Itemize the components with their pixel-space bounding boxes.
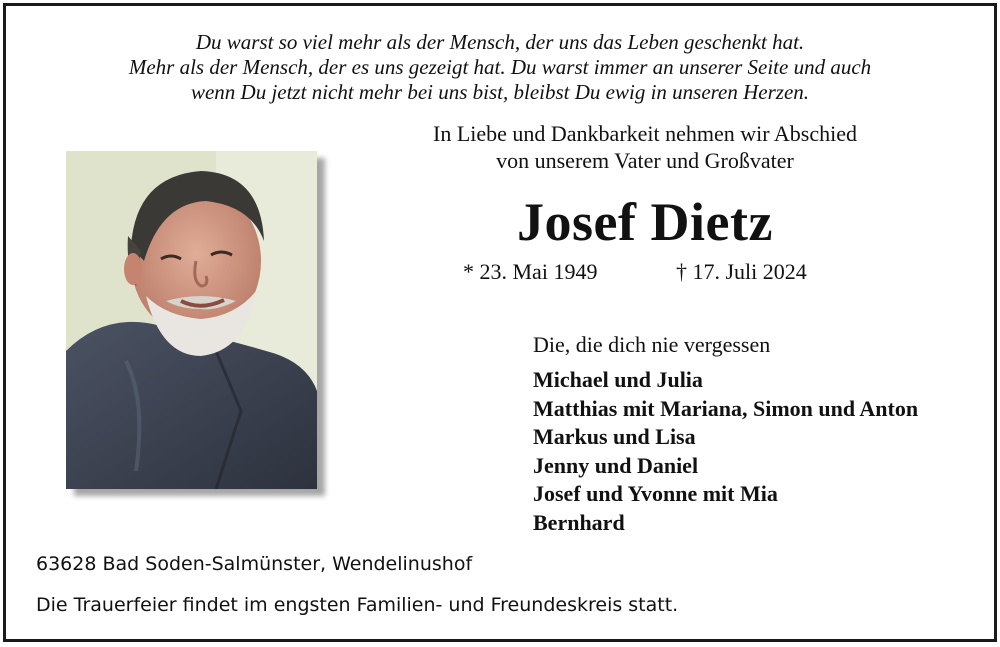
poem-line: Du warst so viel mehr als der Mensch, der uns das Leben geschenkt hat. [195,30,805,54]
mourners-label: Die, die dich nie vergessen [533,332,771,357]
mourner-name: Markus und Lisa [533,424,696,450]
intro-line: In Liebe und Dankbarkeit nehmen wir Abschied [433,121,857,146]
mourner-name: Matthias mit Mariana, Simon und Anton [533,395,919,421]
poem-line: Mehr als der Mensch, der es uns gezeigt hat. Du warst immer an unserer Seite und auch [128,55,872,79]
poem-line: wenn Du jetzt nicht mehr bei uns bist, bleibst Du ewig in unseren Herzen. [190,80,810,104]
mourner-name: Josef und Yvonne mit Mia [533,481,778,507]
intro-text [400,120,890,174]
intro-line: von unserem Vater und Großvater [496,148,794,173]
address: 63628 Bad Soden-Salmünster, Wendelinushof [36,553,473,575]
poem [0,30,1000,105]
mourner-name: Bernhard [533,509,625,535]
portrait-illustration [66,151,317,489]
mourner-name: Michael und Julia [533,367,703,392]
birth-date: * 23. Mai 1949 [463,259,598,284]
mourner-name: Jenny und Daniel [533,452,699,478]
portrait-photo [66,151,317,489]
death-date: † 17. Juli 2024 [676,259,807,284]
funeral-notice: Die Trauerfeier findet im engsten Familien- und Freundeskreis statt. [36,594,679,616]
mourners-list [533,366,918,538]
deceased-name: Josef Dietz [517,192,773,252]
